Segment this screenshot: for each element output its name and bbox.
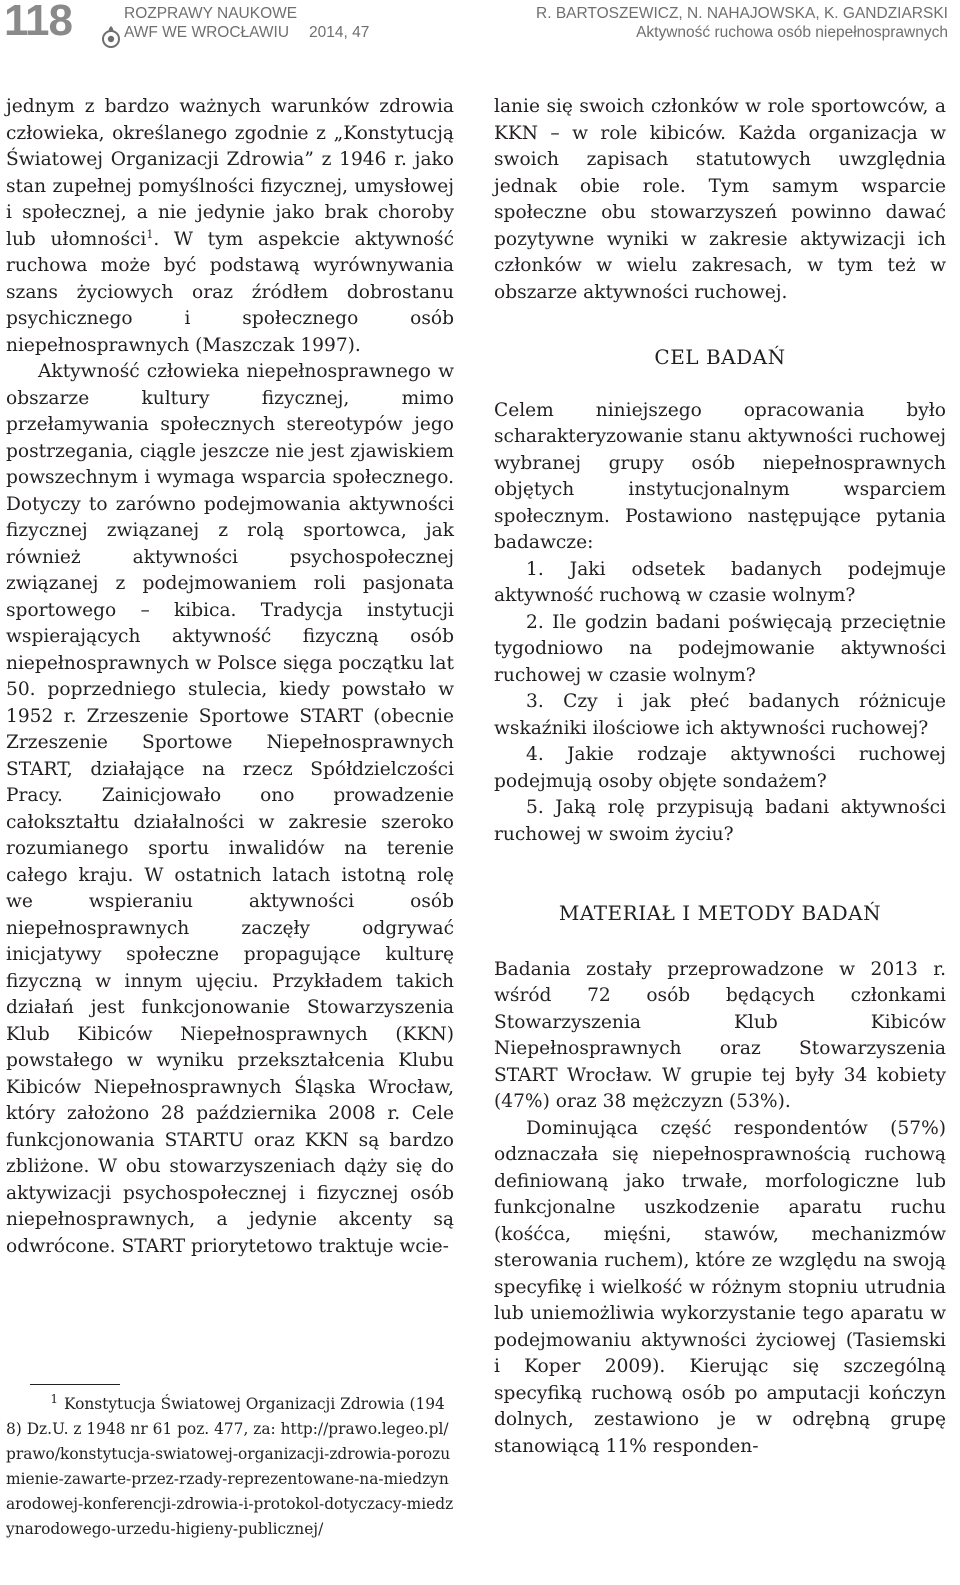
- research-question-2: 2. Ile godzin badani poświęcają przeciętnie tygodniowo na podejmowanie aktywności ruchowej w czasie wolnym?: [494, 611, 946, 686]
- section-heading-aims: CEL BADAŃ: [654, 345, 786, 369]
- right-paragraph-1: lanie się swoich członków w role sportowców, a KKN – w role kibiców. Każda organizacja w swoich zapisach statutowych uwzględnia jednak obie role. Tym samym wsparcie społeczne obu stowarzyszeń powinno dawać pozytywne wyniki w zakresie aktywizacji ich członków w wielu zakresach, w tym też w obszarze aktywności ruchowej.: [494, 96, 946, 303]
- left-p1-text-a: jednym z bardzo ważnych warunków zdrowia człowieka, określanego zgodnie z „Konstytucją Światowej Organizacji Zdrowia” z 1946 r. jako stan zupełnej pomyślności fizycznej, umysłowej i społecznej, a nie jedynie jako brak choroby lub ułomności: [6, 96, 454, 250]
- left-p1-text-b: . W tym aspekcie aktywność ruchowa może być podstawą wyrównywania szans życiowych oraz źródłem dobrostanu psychicznego i społecznego osób niepełnosprawnych (Maszczak 1997).: [6, 228, 455, 356]
- right-column: [494, 94, 946, 1460]
- right-paragraph-2: Celem niniejszego opracowania było scharakteryzowanie stanu aktywności ruchowej wybranej grupy osób niepełnosprawnych objętych instytucjonalnym wsparciem społecznym. Postawiono następujące pytania badawcze:: [494, 399, 946, 553]
- footnote-text: Konstytucja Światowej Organizacji Zdrowia (1948) Dz.U. z 1948 nr 61 poz. 477, za: http://prawo.legeo.pl/prawo/konstytucja-swiatowej-organizacji-zdrowia-porozumienie-zawarte-przez-rzady-reprezentowane-na-miedzynarodowej-konferencji-zdrowia-i-protokol-dotyczacy-miedzynarodowego-urzedu-higieny-publicznej/: [6, 1395, 454, 1538]
- journal-line1: ROZPRAWY NAUKOWE: [124, 5, 298, 22]
- research-question-5: 5. Jaką rolę przypisują badani aktywności ruchowej w swoim życiu?: [494, 797, 946, 845]
- journal-logo-icon: [100, 24, 122, 50]
- left-column: [6, 94, 454, 1260]
- research-question-3: 3. Czy i jak płeć badanych różnicuje wskaźniki ilościowe ich aktywności ruchowej?: [494, 691, 946, 739]
- footnote-ref[interactable]: 1: [146, 227, 154, 241]
- research-question-4: 4. Jakie rodzaje aktywności ruchowej podejmują osoby objęte sondażem?: [494, 744, 946, 792]
- footnote-divider: [30, 1384, 120, 1385]
- right-paragraph-4: Dominująca część respondentów (57%) odznaczała się niepełnosprawnością ruchową definiowaną jako trwałe, morfologiczne lub funkcjonalne uszkodzenie aparatu ruchu (kośćca, mięśni, stawów, mechanizmów sterowania ruchem), które ze względu na swoją specyfikę i wielkość w różnym stopniu utrudnia lub uniemożliwia wykorzystanie tego aparatu w podejmowaniu aktywności życiowej (Tasiemski i Koper 2009). Kierując się szczególną specyfiką ruchową osób po amputacji kończyn dolnych, zestawiono je w odrębną grupę stanowiącą 11% responden-: [494, 1117, 946, 1457]
- year-volume: 2014, 47: [309, 24, 370, 41]
- journal-name: [124, 4, 369, 42]
- footnote: 1 Konstytucja Światowej Organizacji Zdrowia (1948) Dz.U. z 1948 nr 61 poz. 477, za: http://prawo.legeo.pl/prawo/konstytucja-swiatowej-organizacji-zdrowia-porozumienie-zawarte-przez-rzady-reprezentowane-na-miedzynarodowej-konferencji-zdrowia-i-protokol-dotyczacy-miedzynarodowego-urzedu-higieny-publicznej/: [6, 1392, 454, 1538]
- left-paragraph-2: Aktywność człowieka niepełnosprawnego w obszarze kultury fizycznej, mimo przełamywania społecznych stereotypów jego postrzegania, ciągle jeszcze nie jest zjawiskiem powszechnym i wymaga wsparcia społecznego. Dotyczy to zarówno podejmowania aktywności fizycznej związanej z rolą sportowca, jak również aktywności psychospołecznej związanej z podejmowaniem roli pasjonata sportowego – kibica. Tradycja instytucji wspierających aktywność fizyczną osób niepełnosprawnych w Polsce sięga początku lat 50. poprzedniego stulecia, kiedy powstało w 1952 r. Zrzeszenie Sportowe START (obecnie Zrzeszenie Sportowe Niepełnosprawnych START, działające na rzecz Spółdzielczości Pracy. Zainicjowało ono prowadzenie całokształtu działalności w zakresie szeroko rozumianego sportu inwalidów na terenie całego kraju. W ostatnich latach istotną rolę we wspieraniu aktywności osób niepełnosprawnych zaczęły odgrywać inicjatywy społeczne propagujące kulturę fizyczną w innym ujęciu. Przykładem takich działań jest funkcjonowanie Stowarzyszenia Klub Kibiców Niepełnosprawnych (KKN) powstałego w wyniku przekształcenia Klubu Kibiców Niepełnosprawnych Śląska Wrocław, który założono 28 października 2008 r. Cele funkcjonowania STARTU oraz KKN są bardzo zbliżone. W obu stowarzyszeniach dąży się do aktywizacji psychospołecznej i fizycznej osób niepełnosprawnych, a jedynie akcenty są odwrócone. START priorytetowo traktuje wcie-: [6, 361, 454, 1257]
- journal-line2: AWF WE WROCŁAWIU: [124, 24, 290, 41]
- left-paragraph-1: [6, 94, 454, 359]
- authors: R. BARTOSZEWICZ, N. NAHAJOWSKA, K. GANDZIARSKI: [536, 5, 948, 22]
- page-header: [0, 0, 960, 60]
- running-header-right: [536, 4, 948, 42]
- page-number: 118: [4, 0, 72, 45]
- running-title: Aktywność ruchowa osób niepełnosprawnych: [636, 24, 948, 41]
- section-heading-methods: MATERIAŁ I METODY BADAŃ: [558, 901, 882, 925]
- right-paragraph-3: Badania zostały przeprowadzone w 2013 r. wśród 72 osób będących członkami Stowarzyszenia Klub Kibiców Niepełnosprawnych oraz Stowarzyszenia START Wrocław. W grupie tej były 34 kobiety (47%) oraz 38 mężczyzn (53%).: [494, 958, 946, 1112]
- research-question-1: 1. Jaki odsetek badanych podejmuje aktywność ruchową w czasie wolnym?: [494, 558, 946, 606]
